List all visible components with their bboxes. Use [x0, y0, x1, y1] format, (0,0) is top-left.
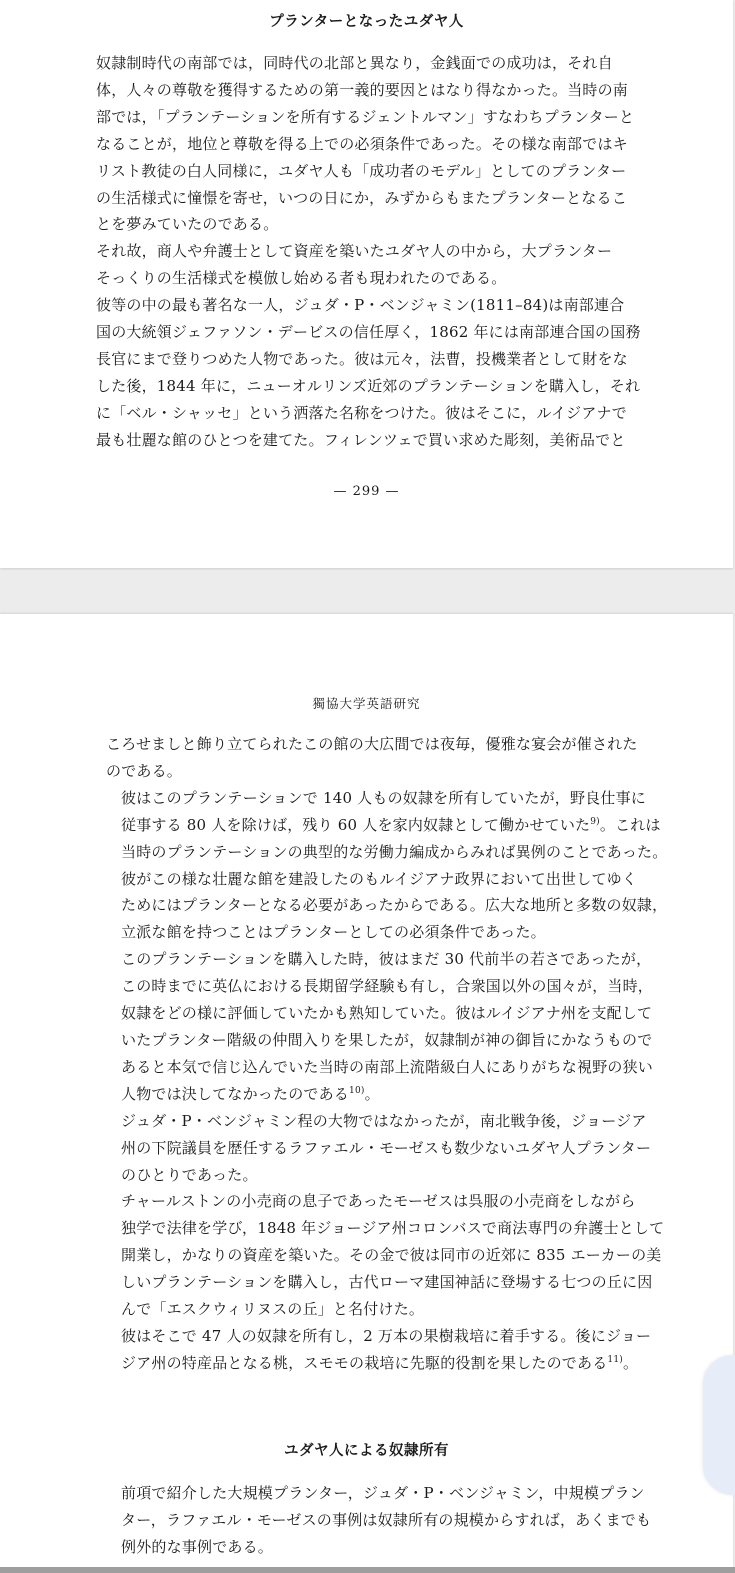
text-line: の生活様式に憧憬を寄せ，いつの日にか，みずからもまたプランターとなるこ	[96, 188, 627, 207]
text-line: 奴隷をどの様に評価していたかも熟知していた。彼はルイジアナ州を支配して	[121, 1004, 653, 1023]
text-fragment: 。	[622, 1353, 639, 1372]
text-line: ター，ラファエル・モーゼスの事例は奴隷所有の規模からすれば，あくまでも	[121, 1510, 652, 1529]
viewer-bottom-edge	[0, 1567, 735, 1573]
body-text	[106, 731, 692, 1377]
footnote-mark[interactable]: 11)	[607, 1354, 623, 1365]
paragraph	[106, 1480, 692, 1561]
section-title: プランターとなったユダヤ人	[269, 14, 464, 30]
text-line: 当時のプランテーションの典型的な労働力編成からみれば異例のことであった。	[121, 842, 668, 861]
page-number: — 299 —	[333, 484, 400, 499]
section-title: ユダヤ人による奴隷所有	[284, 1443, 449, 1459]
text-line: 彼等の中の最も著名な一人，ジュダ・P・ベンジャミン(1811–84)は南部連合	[96, 296, 625, 315]
text-line: 国の大統領ジェファソン・デービスの信任厚く，1862 年には南部連合国の国務	[96, 323, 641, 342]
text-line: なることが，地位と尊敬を得る上での必須条件であった。その様な南部ではキ	[96, 134, 628, 153]
text-line: しいプランテーションを購入し，古代ローマ建国神話に登場する七つの丘に因	[121, 1273, 653, 1292]
paragraph	[81, 292, 667, 453]
running-head: 獨協大学英語研究	[312, 696, 421, 711]
text-line: そっくりの生活様式を模倣し始める者も現われたのである。	[96, 269, 507, 288]
text-line: とを夢みていたのである。	[96, 215, 279, 234]
text-line: に「ベル・シャッセ」という洒落た名称をつけた。彼はそこに，ルイジアナで	[96, 403, 627, 422]
text-line: 部では，「プランテーションを所有するジェントルマン」すなわちプランターと	[96, 107, 635, 126]
paragraph	[81, 50, 667, 238]
text-line: 彼がこの様な壮麗な館を建設したのもルイジアナ政界において出世してゆく	[121, 869, 638, 888]
paragraph	[81, 238, 667, 292]
footnote-mark[interactable]: 10)	[349, 1085, 365, 1096]
text-line: ころせましと飾り立てられたこの館の大広間では夜毎，優雅な宴会が催された	[106, 735, 638, 753]
text-line: 前項で紹介した大規模プランター，ジュダ・P・ベンジャミン，中規模プラン	[121, 1484, 645, 1502]
text-line: 立派な館を持つことはプランターとしての必須条件であった。	[121, 923, 546, 942]
text-line: 従事する 80 人を除けば，残り 60 人を家内奴隷として働かせていた$^{9)}$。これは	[121, 815, 661, 834]
text-line: んで「エスクウィリヌスの丘」と名付けた。	[121, 1300, 425, 1319]
text-fragment: 。	[364, 1084, 380, 1103]
text-line: 州の下院議員を歴任するラファエル・モーゼスも数少ないユダヤ人プランター	[121, 1138, 652, 1157]
text-line: それ故，商人や弁護士として資産を築いたユダヤ人の中から，大プランター	[96, 242, 613, 261]
body-text	[106, 1480, 692, 1561]
text-line: ためにはプランターとなる必要があったからである。広大な地所と多数の奴隷，	[121, 896, 668, 915]
paragraph	[106, 1108, 692, 1189]
paragraph	[106, 731, 692, 785]
text-line: 独学で法律を学び，1848 年ジョージア州コロンバスで商法専門の弁護士として	[121, 1219, 665, 1238]
text-line: いたプランター階級の仲間入りを果したが，奴隷制が神の御旨にかなうもので	[121, 1030, 653, 1049]
text-line: 例外的な事例である。	[121, 1537, 274, 1556]
body-text	[81, 50, 667, 454]
text-line: ジュダ・P・ベンジャミン程の大物ではなかったが，南北戦争後，ジョージア	[121, 1111, 647, 1130]
text-line: あると本気で信じ込んでいた当時の南部上流階級白人にありがちな視野の狭い	[121, 1057, 654, 1076]
text-line: した後，1844 年に，ニューオルリンズ近郊のプランテーションを購入し，それ	[96, 376, 641, 395]
text-line: 彼はそこで 47 人の奴隷を所有し，2 万本の果樹栽培に着手する。後にジョー	[121, 1326, 652, 1345]
paragraph	[106, 866, 692, 947]
text-line: この時までに英仏における長期留学経験も有し，合衆国以外の国々が，当時，	[121, 977, 654, 996]
text-line: のである。	[106, 761, 183, 780]
document-page-300	[0, 614, 733, 1573]
text-line: チャールストンの小売商の息子であったモーゼスは呉服の小売商をしながら	[121, 1192, 636, 1211]
text-fragment: 。これは	[599, 815, 661, 834]
paragraph	[106, 785, 692, 866]
paragraph	[106, 1323, 692, 1377]
text-line: 人物では決してなかったのである$^{10)}$。	[121, 1084, 380, 1103]
scroll-handle[interactable]	[703, 1355, 735, 1495]
text-line: ジア州の特産品となる桃，スモモの栽培に先駆的役割を果したのである$^{11)}$。	[121, 1353, 639, 1372]
paragraph	[106, 946, 692, 1107]
text-line: リスト教徒の白人同様に，ユダヤ人も「成功者のモデル」としてのプランター	[96, 161, 627, 180]
text-line: 開業し，かなりの資産を築いた。その金で彼は同市の近郊に 835 エーカーの美	[121, 1246, 662, 1265]
text-line: のひとりであった。	[121, 1165, 258, 1184]
paragraph	[106, 1188, 692, 1323]
text-line: 長官にまで登りつめた人物であった。彼は元々，法曹，投機業者として財をな	[96, 349, 628, 368]
text-line: このプランテーションを購入した時，彼はまだ 30 代前半の若さであったが，	[121, 950, 652, 969]
text-line: 彼はこのプランテーションで 140 人もの奴隷を所有していたが，野良仕事に	[121, 788, 646, 807]
text-line: 体，人々の尊敬を獲得するための第一義的要因とはなり得なかった。当時の南	[96, 80, 629, 99]
document-page-299	[0, 0, 733, 568]
text-line: 奴隷制時代の南部では，同時代の北部と異なり，金銭面での成功は，それ自	[96, 54, 613, 72]
footnote-mark[interactable]: 9)	[590, 816, 600, 827]
text-line: 最も壮麗な館のひとつを建てた。フィレンツェで買い求めた彫刻，美術品でと	[96, 430, 626, 449]
